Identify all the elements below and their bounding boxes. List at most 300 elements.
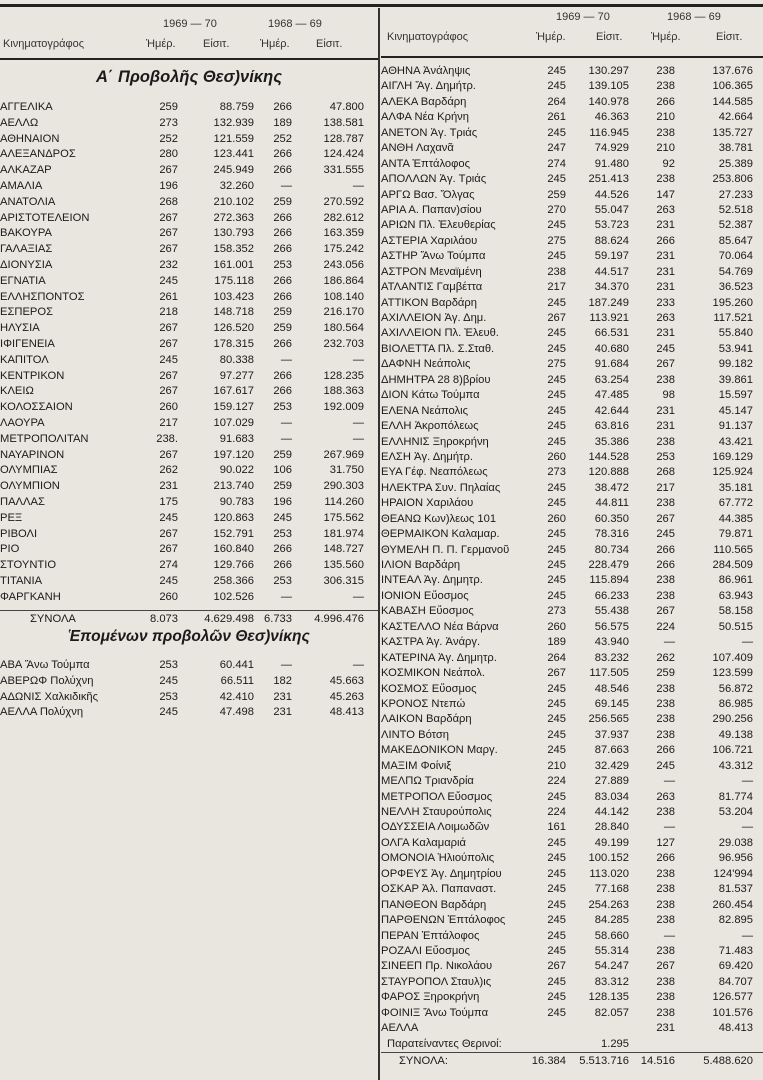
days-1968-cell: 238 [656,126,675,139]
tickets-1968-cell: 243.056 [323,258,364,271]
days-1968-cell: 266 [273,243,292,256]
cinema-name-cell: ΑΙΓΛΗ Ἄγ. Δημήτρ. [381,80,476,93]
days-1968-cell: — [663,821,675,834]
days-1968-cell: 263 [656,312,675,324]
days-1969-cell: 245 [547,914,566,927]
tickets-1968-cell: 101.576 [712,1006,753,1019]
days-1968-cell: 268 [656,466,675,479]
days-1968-cell: 238 [656,173,675,186]
days-1968-cell: 252 [273,132,292,145]
days-1968-cell: 238 [656,80,675,93]
days-1969-cell: 16.384 [531,1054,566,1067]
cinema-name-cell: ΑΛΦΑ Νέα Κρήνη [381,111,469,124]
tickets-1968-cell: 123.599 [712,667,753,680]
days-1969-cell: 218 [159,306,178,319]
days-1969-cell: 267 [159,527,178,540]
cinema-name-cell: ΚΑΣΤΡΑ Ἁγ. Ἀνάργ. [381,636,481,649]
tickets-1969-cell: 102.526 [213,590,254,603]
days-1968-cell: 14.516 [640,1054,675,1067]
cinema-name-cell: ΜΑΞΙΜ Φοίνιξ [381,759,452,772]
days-1968-cell: 238 [656,914,675,927]
left-column [0,0,378,719]
tickets-1969-cell: 117.505 [589,667,629,680]
days-1969-cell: 253 [159,659,178,671]
table-row [0,100,378,116]
cinema-name-cell: ΛΑΙΚΟΝ Βαρδάρη [381,713,472,726]
tickets-1969-cell: 128.135 [588,991,629,1004]
tickets-1968-cell: 144.585 [712,95,753,108]
tickets-1968-cell: 163.359 [323,227,364,240]
days-1968-cell: 266 [656,95,675,108]
tickets-1969-cell: 178.315 [213,337,254,350]
days-1969-cell: 245 [547,682,566,695]
table-row [381,682,763,697]
neighborhood-cinemas-table [381,64,763,1069]
days-1968-cell: 266 [273,543,292,556]
tickets-1968-cell: 69.420 [718,960,753,973]
cinema-name-cell: ΑΓΓΕΛΙΚΑ [0,101,53,113]
days-1969-cell: 245 [547,420,566,433]
days-1969-cell: 245 [547,728,566,741]
cinema-name-cell: ΔΙΟΝ Κάτω Τούμπα [381,389,480,402]
table-row [0,258,378,274]
tickets-1968-cell: 195.260 [712,296,753,309]
tickets-1969-cell: 74.929 [594,142,629,155]
days-1968-cell: 231 [656,1022,675,1035]
days-1969-cell: 267 [159,448,178,461]
tickets-1968-cell: 38.781 [718,142,753,155]
cinema-name-cell: ΝΕΛΛΗ Σταυρούπολις [381,806,492,818]
cinema-name-cell: ΔΙΟΝΥΣΙΑ [0,258,53,271]
tickets-1969-cell: 103.423 [213,290,254,303]
totals-row [0,610,378,628]
tickets-1968-cell: 135.560 [323,559,364,572]
days-1968-cell: 238 [656,574,675,587]
tickets-1968-cell: 117.521 [713,312,753,324]
cinema-name-cell: ΓΑΛΑΞΙΑΣ [0,243,53,256]
tickets-1969-cell: 129.766 [213,559,254,572]
tickets-1969-cell: 66.511 [220,674,254,687]
header-tickets: Εἰσιτ. [596,31,623,43]
table-row [381,404,763,419]
table-row [381,296,763,311]
tickets-1968-cell: — [741,636,753,649]
tickets-1968-cell: 114.260 [324,495,364,508]
tickets-1969-cell: 49.199 [594,836,629,849]
tickets-1968-cell: 282.612 [323,211,364,224]
table-row [0,369,378,385]
tickets-1969-cell: 40.680 [594,342,629,355]
right-table-header [381,0,763,50]
table-row [0,305,378,321]
table-row [381,851,763,866]
tickets-1969-cell: 59.197 [594,250,629,263]
days-1969-cell: 267 [159,322,178,335]
days-1968-cell: 238 [656,697,675,710]
table-row [0,274,378,290]
cinema-name-cell: ΚΟΛΟΣΣΑΙΟΝ [0,401,73,414]
days-1969-cell: 245 [547,589,566,602]
header-season-1969: 1969 — 70 [556,11,610,23]
tickets-1968-cell: 4.996.476 [314,612,364,625]
tickets-1968-cell: 39.861 [718,373,753,386]
tickets-1968-cell: 31.750 [329,464,364,477]
table-row [381,64,763,79]
table-row [381,280,763,295]
tickets-1969-cell: 44.811 [595,497,629,510]
tickets-1969-cell: 82.057 [594,1006,629,1019]
table-row [0,432,378,448]
tickets-1969-cell: 97.277 [219,369,254,382]
cinema-name-cell: ΑΡΓΩ Βασ. Ὄλγας [381,188,475,201]
tickets-1969-cell: 258.366 [213,574,254,587]
table-row [381,311,763,326]
tickets-1968-cell: 290.303 [323,480,364,493]
header-days: Ἡμέρ. [651,31,681,43]
tickets-1968-cell: — [741,775,753,788]
tickets-1968-cell: 45.263 [329,690,364,703]
days-1969-cell: 245 [547,697,566,710]
tickets-1969-cell: 54.247 [594,960,629,973]
table-row [381,990,763,1005]
left-table-header [0,0,378,50]
tickets-1968-cell: 55.840 [718,327,753,340]
days-1969-cell: 224 [547,806,566,818]
days-1968-cell: 231 [656,250,675,263]
table-row [381,1021,763,1036]
tickets-1969-cell: 120.888 [588,466,629,479]
days-1969-cell: 245 [547,790,566,803]
tickets-1968-cell: 15.597 [718,389,753,402]
days-1969-cell: 267 [159,164,178,177]
cinema-name-cell: ΟΛΥΜΠΙΟΝ [0,480,60,493]
days-1968-cell: 266 [656,744,675,757]
days-1969-cell: 268 [159,195,178,208]
tickets-1969-cell: 228.479 [588,559,629,571]
header-season-1968: 1968 — 69 [268,18,322,30]
cinema-name-cell: ΘΕΑΝΩ Κων)λεως 101 [381,512,497,525]
days-1968-cell: 266 [273,290,292,303]
table-row [0,179,378,195]
days-1968-cell: 238 [656,991,675,1004]
tickets-1968-cell: 52.387 [718,219,753,232]
cinema-name-cell: ΗΛΕΚΤΡΑ Συν. Πηλαίας [381,481,501,494]
table-row [0,705,378,721]
tickets-1969-cell: 120.863 [213,511,254,524]
days-1969-cell: 161 [547,821,566,834]
tickets-1969-cell: 256.565 [588,713,629,726]
days-1968-cell: — [280,179,292,192]
tickets-1969-cell: 132.939 [213,116,254,129]
tickets-1969-cell: 37.937 [594,728,629,741]
tickets-1968-cell: 56.872 [718,682,753,695]
table-row [381,959,763,974]
tickets-1968-cell: 128.235 [323,369,364,382]
days-1969-cell: 245 [547,327,566,340]
cinema-name-cell: ΑΝΕΤΟΝ Ἁγ. Τριάς [381,126,478,139]
header-rule [381,56,763,58]
days-1969-cell: 217 [547,281,566,294]
table-row [0,163,378,179]
days-1969-cell: 245 [547,481,566,494]
tickets-1968-cell: 84.707 [718,975,753,988]
tickets-1969-cell: 116.945 [589,126,629,139]
days-1968-cell: 266 [273,211,292,224]
table-row [0,674,378,690]
days-1969-cell: 261 [547,111,566,124]
table-row [381,712,763,727]
tickets-1969-cell: 48.546 [594,682,629,695]
days-1968-cell: 266 [273,559,292,572]
cinema-name-cell: ΑΧΙΛΛΕΙΟΝ Ἁγ. Δημ. [381,312,487,324]
cinema-name-cell: ΑΒΕΡΩΦ Πολύχνη [0,674,94,687]
days-1968-cell: — [663,636,675,649]
cinema-name-cell: ΕΥΑ Γέφ. Νεαπόλεως [381,466,488,479]
tickets-1969-cell: 66.531 [594,327,629,340]
tickets-1969-cell: 47.498 [219,706,254,719]
table-row [0,542,378,558]
table-row [0,658,378,674]
cinema-name-cell: ΝΑΥΑΡΙΝΟΝ [0,448,65,461]
days-1969-cell: 274 [547,157,566,170]
tickets-1968-cell: 192.009 [323,401,364,414]
days-1968-cell: 238 [656,867,675,880]
table-row [381,975,763,990]
header-tickets: Εἰσιτ. [716,31,743,43]
days-1968-cell: 238 [656,497,675,510]
days-1968-cell: 231 [656,265,675,278]
tickets-1968-cell: 181.974 [323,527,364,540]
days-1968-cell: 266 [273,385,292,398]
tickets-1968-cell: 82.895 [718,914,753,927]
tickets-1969-cell: 83.034 [594,790,629,803]
days-1969-cell: 260 [159,590,178,603]
days-1968-cell: 266 [273,101,292,113]
days-1969-cell: 224 [547,775,566,788]
tickets-1969-cell: 175.118 [214,274,254,287]
tickets-1969-cell: 1.295 [601,1037,629,1050]
table-row [381,218,763,233]
table-row [0,211,378,227]
tickets-1968-cell: 86.961 [718,574,753,587]
tickets-1969-cell: 87.663 [594,744,629,757]
days-1968-cell: 231 [656,420,675,433]
tickets-1968-cell: 180.564 [323,322,364,335]
tickets-1969-cell: 213.740 [213,480,254,493]
days-1968-cell: — [280,353,292,366]
cinema-name-cell: ΛΑΟΥΡΑ [0,416,45,429]
days-1969-cell: 267 [159,243,178,256]
header-rule [0,58,378,60]
tickets-1969-cell: 113.020 [589,867,629,880]
cinema-name-cell: ΑΛΕΚΑ Βαρδάρη [381,95,467,108]
days-1968-cell: 238 [656,682,675,695]
days-1968-cell: 259 [656,667,675,680]
days-1969-cell: 231 [159,480,178,493]
days-1968-cell: 266 [656,852,675,865]
cinema-name-cell: ΜΕΤΡΟΠΟΛ Εὔοσμος [381,790,493,803]
tickets-1969-cell: 148.718 [213,306,254,319]
cinema-name-cell: ΜΑΚΕΔΟΝΙΚΟΝ Μαργ. [381,744,498,757]
tickets-1968-cell: — [352,179,364,192]
tickets-1969-cell: 27.889 [594,775,629,788]
tickets-1968-cell: 91.137 [718,420,753,433]
tickets-1969-cell: 34.370 [594,281,629,294]
days-1969-cell: 245 [547,852,566,865]
cinema-name-cell: ΙΛΙΟΝ Βαρδάρη [381,559,461,571]
tickets-1969-cell: 139.105 [588,80,629,93]
cinema-name-cell: ΕΛΛΗΣΠΟΝΤΟΣ [0,290,85,303]
table-row [381,419,763,434]
tickets-1968-cell: — [352,659,364,671]
days-1969-cell: 245 [547,574,566,587]
table-row [0,384,378,400]
tickets-1969-cell: 254.263 [588,898,629,911]
tickets-1968-cell: — [352,353,364,366]
cinema-name-cell: ΜΕΛΠΩ Τριανδρία [381,775,474,788]
cinema-name-cell: ΑΣΤΗΡ Ἄνω Τούμπα [381,250,486,263]
days-1969-cell: 245 [547,373,566,386]
tickets-1968-cell: 128.787 [323,132,364,145]
cinema-name-cell: ΦΑΡΟΣ Ξηροκρήνη [381,991,480,1004]
later-runs-table [0,658,378,721]
days-1969-cell: 267 [159,211,178,224]
tickets-1968-cell: 232.703 [323,337,364,350]
table-row [381,265,763,280]
tickets-1969-cell: 107.029 [213,416,254,429]
table-row [381,465,763,480]
tickets-1968-cell: 106.365 [712,80,753,93]
days-1969-cell: 245 [159,706,178,719]
cinema-name-cell: ΤΙΤΑΝΙΑ [0,574,43,587]
table-row [381,573,763,588]
days-1969-cell: 245 [547,296,566,309]
tickets-1969-cell: 115.894 [589,574,629,587]
tickets-1968-cell: 45.663 [329,674,364,687]
cinema-name-cell: ΦΟΙΝΙΞ Ἄνω Τούμπα [381,1006,489,1019]
tickets-1969-cell: 38.472 [594,481,629,494]
table-row [0,558,378,574]
tickets-1968-cell: 86.985 [718,697,753,710]
tickets-1969-cell: 187.249 [588,296,629,309]
table-row [381,373,763,388]
cinema-name-cell: ΑΣΤΡΟΝ Μεναϊμένη [381,265,482,278]
table-row [381,759,763,774]
cinema-name-cell: ΟΛΥΜΠΙΑΣ [0,464,58,477]
days-1969-cell: 264 [547,95,566,108]
days-1969-cell: 245 [547,836,566,849]
table-row [381,496,763,511]
tickets-1968-cell: 5.488.620 [703,1054,753,1067]
cinema-name-cell: ΑΝΑΤΟΛΙΑ [0,195,56,208]
tickets-1968-cell: 58.158 [718,605,753,618]
tickets-1969-cell: 35.386 [594,435,629,448]
cinema-name-cell: ΟΛΓΑ Καλαμαριά [381,836,466,849]
table-row [381,867,763,882]
days-1969-cell: 267 [159,227,178,240]
cinema-name-cell: ΠΑΡΘΕΝΩΝ Ἑπτάλοφος [381,914,506,927]
table-row [381,944,763,959]
days-1969-cell: 196 [159,179,178,192]
tickets-1968-cell: 53.204 [718,806,753,818]
days-1969-cell: 267 [547,312,566,324]
days-1969-cell: 245 [159,574,178,587]
days-1968-cell: 267 [656,605,675,618]
tickets-1968-cell: 48.413 [329,706,364,719]
days-1968-cell: 98 [662,389,675,402]
tickets-1969-cell: 100.152 [588,852,629,865]
days-1969-cell: 267 [547,960,566,973]
days-1968-cell: 92 [662,157,675,170]
days-1969-cell: 270 [547,203,566,216]
tickets-1968-cell: 49.138 [718,728,753,741]
days-1968-cell: 253 [273,574,292,587]
cinema-name-cell: ΑΧΙΛΛΕΙΟΝ Πλ. Ἐλευθ. [381,327,499,340]
days-1969-cell: 267 [159,385,178,398]
cinema-name-cell: ΔΑΦΝΗ Νεάπολις [381,358,471,371]
tickets-1969-cell: 47.485 [594,389,629,402]
column-divider [378,8,380,1080]
tickets-1969-cell: 77.168 [594,883,629,896]
table-row [381,110,763,125]
days-1968-cell: 266 [273,369,292,382]
cinema-name-cell: ΙΦΙΓΕΝΕΙΑ [0,337,55,350]
cinema-name-cell: ΟΣΚΑΡ Ἀλ. Παπαναστ. [381,883,497,896]
days-1968-cell: 147 [656,188,675,201]
tickets-1968-cell: 124.424 [323,148,364,161]
header-cinema: Κινηματογράφος [3,38,85,50]
days-1968-cell: 238 [656,883,675,896]
days-1969-cell: 273 [159,116,178,129]
tickets-1969-cell: 28.840 [594,821,629,834]
tickets-1969-cell: 88.624 [594,234,629,247]
table-row [0,132,378,148]
table-row [381,234,763,249]
section-title-first-run: Α΄ Προβολῆς Θεσ)νίκης [96,68,282,86]
days-1969-cell: 267 [159,337,178,350]
cinema-name-cell: ΑΠΟΛΛΩΝ Ἁγ. Τριάς [381,173,487,186]
table-row [381,326,763,341]
tickets-1968-cell: 52.518 [718,203,753,216]
days-1969-cell: 280 [159,148,178,161]
days-1968-cell: 267 [656,512,675,525]
tickets-1969-cell: 272.363 [213,211,254,224]
cinema-name-cell: ΑΝΤΑ Ἑπτάλοφος [381,157,471,170]
table-row [381,728,763,743]
tickets-1968-cell: — [741,821,753,834]
days-1969-cell: 245 [547,744,566,757]
table-row [0,321,378,337]
tickets-1968-cell: — [352,416,364,429]
table-row [381,666,763,681]
tickets-1968-cell: 25.389 [718,157,753,170]
cinema-name-cell: ΚΕΝΤΡΙΚΟΝ [0,369,65,382]
table-row [381,836,763,851]
days-1968-cell: 266 [273,274,292,287]
days-1969-cell: 267 [159,543,178,556]
table-row [381,805,763,820]
cinema-name-cell: ΣΤΑΥΡΟΠΟΛ Σταυλ)ις [381,975,492,988]
tickets-1969-cell: 83.232 [594,651,629,664]
table-row [381,203,763,218]
tickets-1968-cell: 106.721 [712,744,753,757]
tickets-1968-cell: 175.242 [323,243,364,256]
days-1968-cell: 238 [656,944,675,957]
days-1968-cell [629,1037,675,1052]
tickets-1968-cell: 267.969 [323,448,364,461]
days-1968-cell: 196 [273,495,292,508]
tickets-1968-cell: 81.537 [718,883,753,896]
